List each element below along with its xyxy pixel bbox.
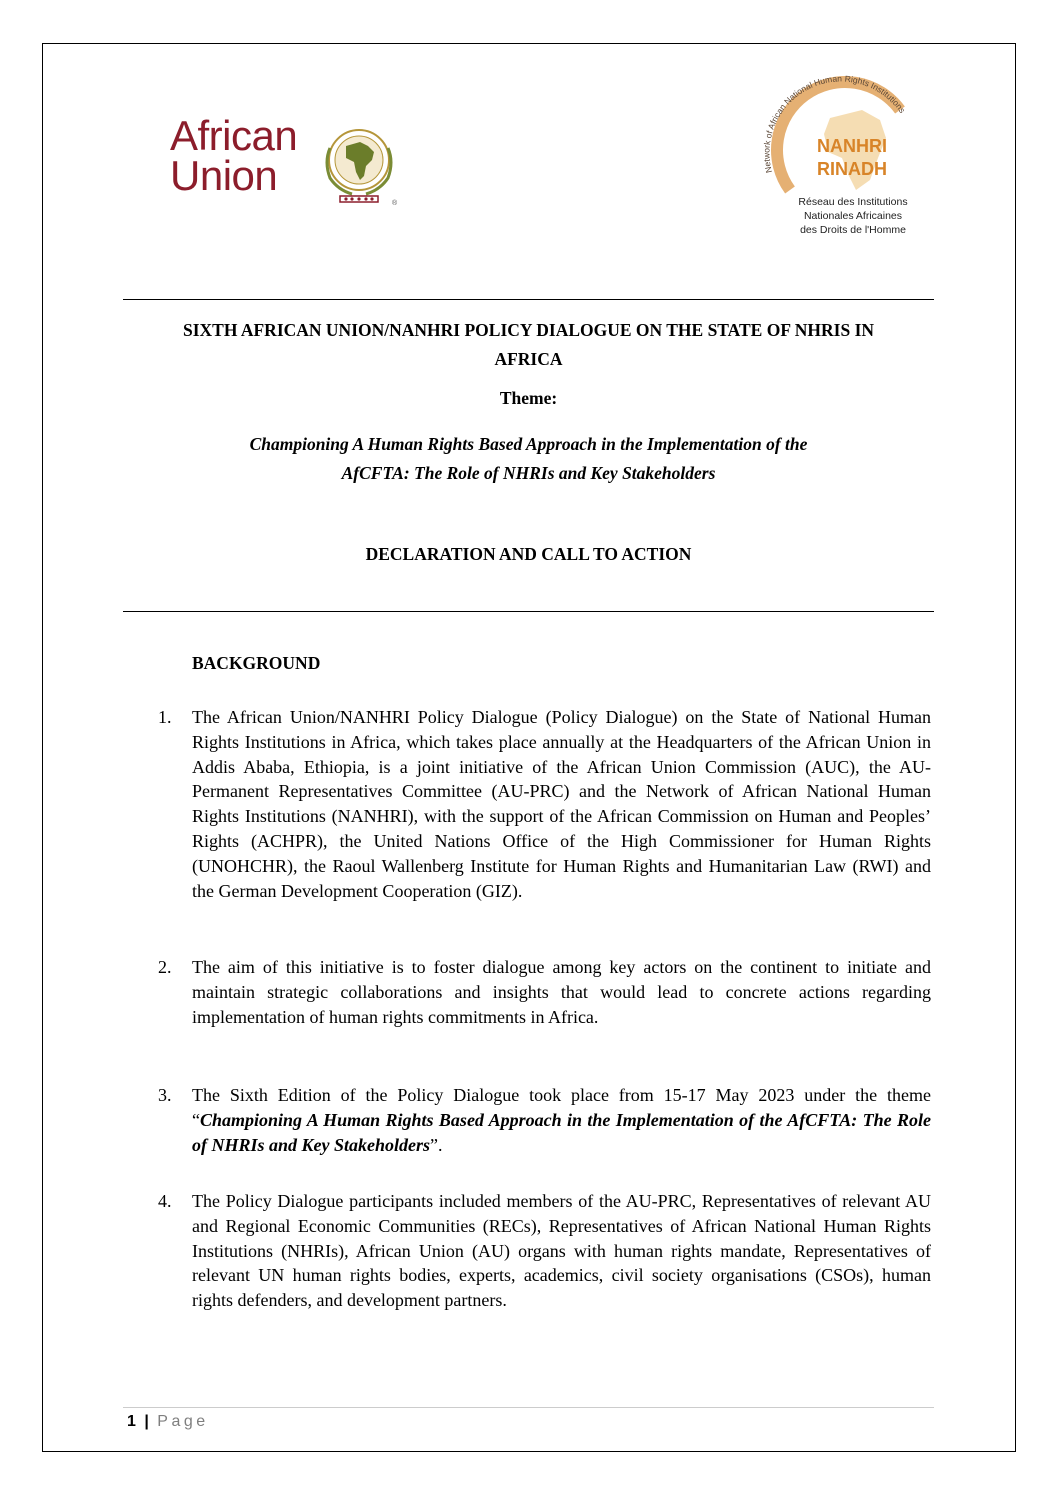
au-emblem-icon: [316, 120, 402, 212]
footer-rule: [123, 1407, 934, 1408]
footer-separator: |: [144, 1413, 149, 1430]
page-label: Page: [157, 1413, 209, 1430]
paragraph-text: The African Union/NANHRI Policy Dialogue (Policy Dialogue) on the State of National Human Rights Institutions in Africa, which takes place annually at the Headquarters of the African Union in Addis Ababa, Ethiopia, is a joint initiative of the African Union Commission (AUC), the AU-Permanent Representatives Committee (AU-PRC) and the Network of African National Human Rights Institutions (NANHRI), with the support of the African Commission on Human and Peoples’ Rights (ACHPR), the United Nations Office of the High Commissioner for Human Rights (UNOHCHR), the Raoul Wallenberg Institute for Human Rights and Humanitarian Law (RWI) and the German Development Cooperation (GIZ).: [192, 707, 931, 901]
au-wordmark: [170, 112, 298, 199]
paragraph-text: The aim of this initiative is to foster dialogue among key actors on the continent to initiate and maintain strategic collaborations and insights that would lead to concrete actions regarding implementation of human rights commitments in Africa.: [192, 957, 931, 1027]
svg-text:RINADH: RINADH: [817, 159, 887, 179]
au-wordmark-line1: African: [170, 112, 298, 159]
header-top-rule: [123, 299, 934, 300]
nanhri-french-name-line3: des Droits de l'Homme: [800, 224, 906, 236]
theme-text-line1: Championing A Human Rights Based Approach in the Implementation of the: [249, 434, 808, 454]
paragraph-3: [158, 1083, 931, 1157]
nanhri-french-name-line2: Nationales Africaines: [803, 210, 903, 222]
declaration-heading: DECLARATION AND CALL TO ACTION: [365, 544, 692, 564]
paragraph-2: [158, 955, 931, 1029]
document-title-line1: SIXTH AFRICAN UNION/NANHRI POLICY DIALOGUE ON THE STATE OF NHRIS IN: [182, 320, 875, 340]
african-union-logo: [170, 112, 410, 216]
paragraph-number: 2.: [158, 957, 172, 977]
paragraph-text-end: ”.: [430, 1134, 443, 1155]
section-heading-background: BACKGROUND: [192, 653, 321, 673]
paragraph-number: 4.: [158, 1191, 172, 1211]
paragraph-number: 3.: [158, 1085, 172, 1105]
theme-text-line2: AfCFTA: The Role of NHRIs and Key Stakeholders: [341, 463, 716, 483]
document-title-line2: AFRICA: [494, 349, 563, 369]
paragraph-emphasis: Championing A Human Rights Based Approach in the Implementation of the AfCFTA: The Role of NHRIs and Key Stakeholders: [192, 1109, 931, 1155]
page-number: 1: [127, 1413, 136, 1430]
theme-label: Theme:: [499, 388, 558, 408]
document-title: [123, 316, 934, 374]
nanhri-logo: [750, 62, 930, 248]
paragraph-text: The Policy Dialogue participants included members of the AU-PRC, Representatives of relevant AU and Regional Economic Communities (RECs), Representatives of African National Human Rights Institutions (NHRIs), African Union (AU) organs with human rights mandate, Representatives of relevant UN human rights bodies, experts, academics, civil society organisations (CSOs), human rights defenders, and development partners.: [192, 1191, 931, 1311]
nanhri-french-name-line1: Réseau des Institutions: [798, 196, 908, 208]
theme-text: [123, 430, 934, 488]
paragraph-text: The Sixth Edition of the Policy Dialogue took place from 15-17 May 2023 under the theme “: [192, 1085, 931, 1130]
svg-text:NANHRI: NANHRI: [817, 136, 887, 156]
svg-text:Network of African National Hu: Network of African National Human Rights Institutions: [761, 73, 908, 174]
paragraph-number: 1.: [158, 707, 172, 727]
paragraph-1: [158, 705, 931, 903]
au-wordmark-line2: Union: [170, 152, 278, 199]
paragraph-4: [158, 1189, 931, 1313]
registered-mark-icon: ®: [392, 200, 398, 207]
page-footer: [127, 1413, 209, 1431]
header-bottom-rule: [123, 611, 934, 612]
